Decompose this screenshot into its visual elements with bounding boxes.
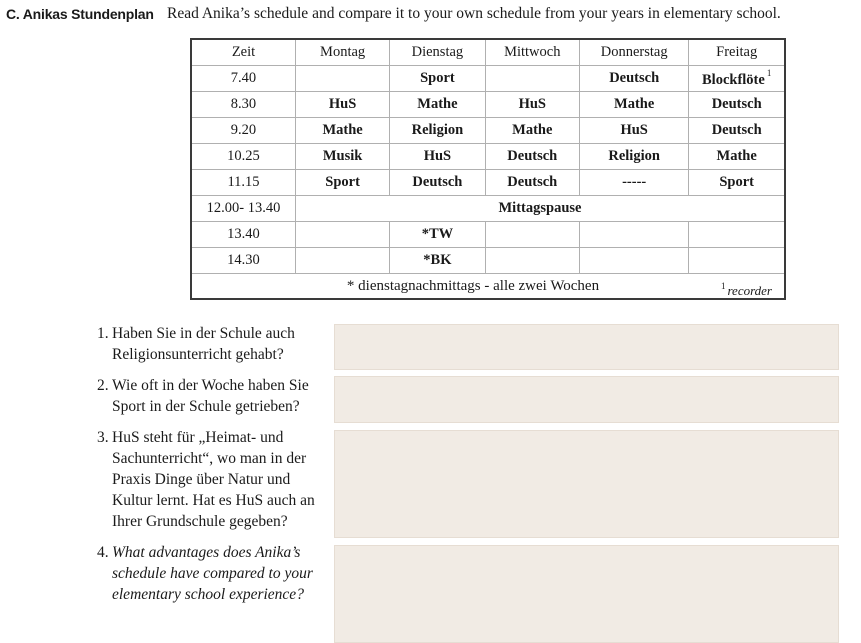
subject-cell: *BK: [390, 248, 485, 274]
time-cell: 7.40: [191, 66, 295, 92]
footnote-text: * dienstagnachmittags - alle zwei Wochen: [346, 278, 600, 294]
lunch-break-cell: Mittagspause: [295, 196, 785, 222]
subject-cell: Sport: [689, 170, 785, 196]
table-row: [191, 222, 785, 248]
subject-cell: Deutsch: [689, 118, 785, 144]
gloss-text: recorder: [727, 283, 772, 298]
subject-cell: Deutsch: [390, 170, 485, 196]
subject-cell: [579, 222, 688, 248]
subject-cell: Musik: [295, 144, 389, 170]
subject-cell: Deutsch: [485, 144, 579, 170]
subject-cell: Mathe: [579, 92, 688, 118]
subject-cell: [689, 222, 785, 248]
subject-cell: Mathe: [485, 118, 579, 144]
subject-cell: [579, 248, 688, 274]
table-header-row: [191, 39, 785, 66]
time-cell: 11.15: [191, 170, 295, 196]
section-label: C. Anikas Stundenplan: [6, 6, 154, 22]
table-row: [191, 92, 785, 118]
table-row: [191, 118, 785, 144]
subject-cell: Deutsch: [485, 170, 579, 196]
question-text: HuS steht für „Heimat- und Sachunterricht“, wo man in der Praxis Dinge über Natur und Kultur lernt. Hat es HuS auch an Ihrer Grundschule gegeben?: [112, 429, 315, 530]
subject-cell: Mathe: [295, 118, 389, 144]
header-dienstag: Dienstag: [390, 39, 485, 66]
answer-box-3[interactable]: [334, 430, 839, 538]
question-text: Wie oft in der Woche haben Sie Sport in der Schule getrieben?: [112, 377, 309, 415]
subject-cell: Mathe: [689, 144, 785, 170]
table-row-break: [191, 196, 785, 222]
footnote-mark: 1: [766, 68, 772, 78]
header-mittwoch: Mittwoch: [485, 39, 579, 66]
table-row: [191, 66, 785, 92]
question-text: What advantages does Anika’s schedule have compared to your elementary school experience?: [112, 544, 313, 603]
subject-cell: [689, 248, 785, 274]
time-cell: 12.00- 13.40: [191, 196, 295, 222]
question-3: [97, 427, 327, 532]
time-cell: 9.20: [191, 118, 295, 144]
question-number: 1.: [97, 325, 109, 342]
subject-cell: *TW: [390, 222, 485, 248]
gloss-mark: 1: [720, 281, 726, 291]
subject-cell: [295, 66, 389, 92]
subject-cell: [295, 248, 389, 274]
subject-cell: [295, 222, 389, 248]
question-number: 3.: [97, 429, 109, 446]
subject-cell: HuS: [390, 144, 485, 170]
subject-cell: HuS: [485, 92, 579, 118]
subject-cell: Mathe: [390, 92, 485, 118]
header-donnerstag: Donnerstag: [579, 39, 688, 66]
question-1: [97, 323, 327, 365]
subject-cell: HuS: [295, 92, 389, 118]
header-freitag: Freitag: [689, 39, 785, 66]
schedule-table: [190, 38, 786, 300]
subject-cell: Deutsch: [689, 92, 785, 118]
header-montag: Montag: [295, 39, 389, 66]
question-number: 4.: [97, 544, 109, 561]
subject-cell: [689, 66, 785, 92]
answer-box-2[interactable]: [334, 376, 839, 423]
subject-cell: Religion: [390, 118, 485, 144]
subject-cell: [485, 222, 579, 248]
table-row: [191, 170, 785, 196]
table-row: [191, 248, 785, 274]
table-footer-row: [191, 274, 785, 300]
time-cell: 13.40: [191, 222, 295, 248]
gloss: [721, 274, 772, 303]
subject-cell: [485, 66, 579, 92]
header-zeit: Zeit: [191, 39, 295, 66]
answer-box-1[interactable]: [334, 324, 839, 370]
subject-cell: HuS: [579, 118, 688, 144]
question-text: Haben Sie in der Schule auch Religionsunterricht gehabt?: [112, 325, 295, 363]
question-4: [97, 542, 327, 605]
subject-cell: [485, 248, 579, 274]
time-cell: 8.30: [191, 92, 295, 118]
subject-cell: -----: [579, 170, 688, 196]
instructions: Read Anika’s schedule and compare it to your own schedule from your years in elementary school.: [167, 5, 781, 22]
subject-text: Blockflöte: [702, 72, 765, 88]
question-2: [97, 375, 327, 417]
subject-cell: Sport: [390, 66, 485, 92]
table-row: [191, 144, 785, 170]
table-footer-cell: [191, 274, 785, 300]
question-number: 2.: [97, 377, 109, 394]
answer-box-4[interactable]: [334, 545, 839, 643]
subject-cell: Sport: [295, 170, 389, 196]
subject-cell: Religion: [579, 144, 688, 170]
time-cell: 10.25: [191, 144, 295, 170]
subject-cell: Deutsch: [579, 66, 688, 92]
time-cell: 14.30: [191, 248, 295, 274]
